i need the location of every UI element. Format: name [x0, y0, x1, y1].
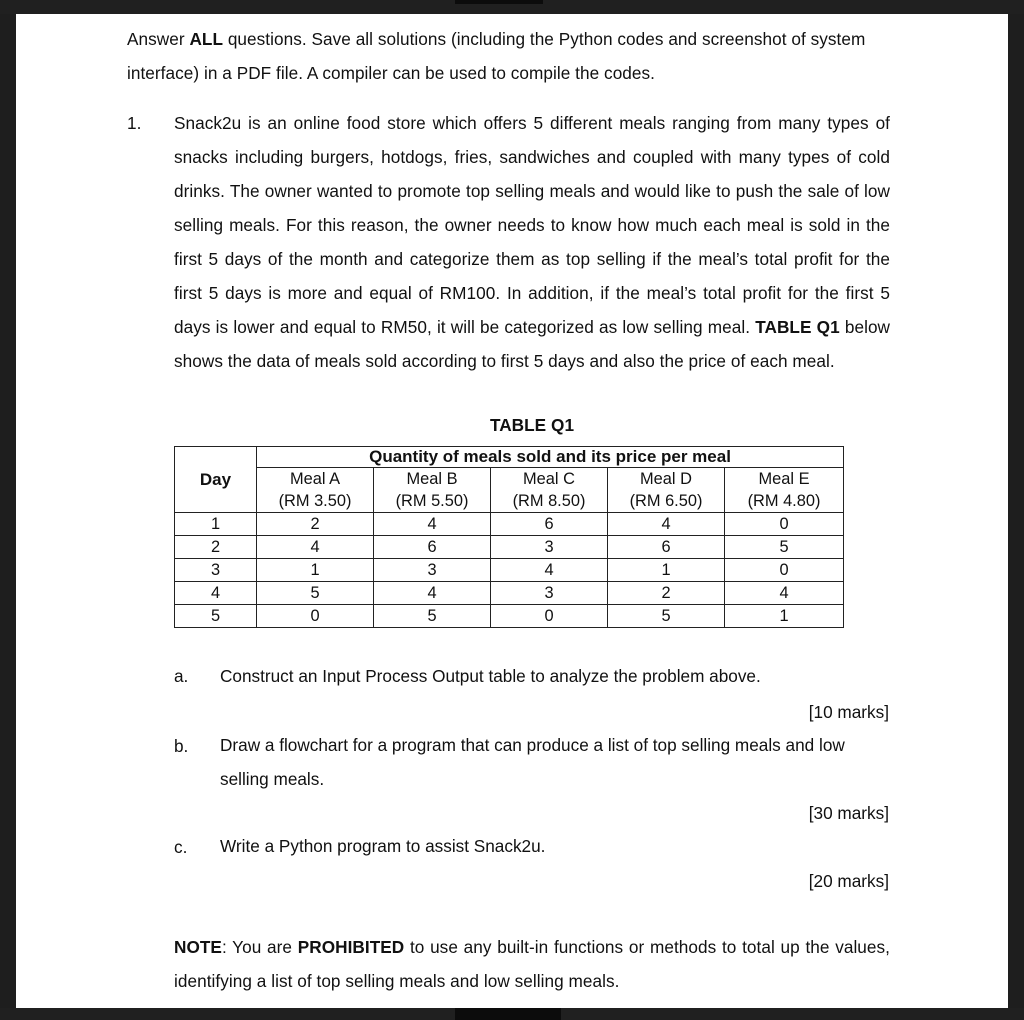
subquestion-c-marks: [20 marks] [808, 871, 889, 891]
meal-price: (RM 5.50) [395, 492, 469, 510]
intro-prefix: Answer [127, 29, 190, 49]
meal-header [725, 468, 844, 513]
day-header: Day [175, 447, 257, 513]
subquestion-b-marks: [30 marks] [808, 803, 889, 823]
quantity-cell: 2 [608, 582, 725, 605]
day-cell: 3 [175, 559, 257, 582]
day-cell: 5 [175, 605, 257, 628]
quantity-cell: 3 [374, 559, 491, 582]
meal-price: (RM 4.80) [747, 492, 821, 510]
document-page [16, 14, 1008, 1008]
question-text-bold: TABLE Q1 [755, 317, 840, 337]
meal-name: Meal E [758, 470, 810, 488]
note-label: NOTE [174, 937, 222, 957]
subquestion-a-marks: [10 marks] [808, 702, 889, 722]
quantity-cell: 3 [491, 582, 608, 605]
quantity-cell: 5 [608, 605, 725, 628]
subquestion-c-label: c. [174, 837, 188, 857]
quantity-cell: 6 [374, 536, 491, 559]
viewer-bottom-tab [455, 1008, 561, 1020]
subquestion-a-label: a. [174, 666, 189, 686]
meal-name: Meal D [640, 470, 692, 488]
intro-instructions [127, 22, 907, 90]
meal-name: Meal C [523, 470, 575, 488]
meal-header [257, 468, 374, 513]
quantity-cell: 4 [257, 536, 374, 559]
quantity-cell: 0 [725, 513, 844, 536]
meal-name: Meal A [289, 470, 341, 488]
quantity-cell: 4 [374, 513, 491, 536]
quantity-cell: 4 [374, 582, 491, 605]
meal-header [374, 468, 491, 513]
viewer-bottom-bar [0, 1008, 1024, 1020]
note-part2: to use any built-in functions or methods to total up the values, identifying a list of top selling meals and low selling meals. [174, 937, 890, 991]
quantity-cell: 1 [725, 605, 844, 628]
quantity-cell: 0 [491, 605, 608, 628]
meal-price: (RM 3.50) [278, 492, 352, 510]
quantity-cell: 5 [725, 536, 844, 559]
table-q1 [174, 446, 844, 628]
subquestion-a-text: Construct an Input Process Output table to analyze the problem above. [220, 666, 761, 686]
quantity-cell: 5 [257, 582, 374, 605]
meal-price: (RM 6.50) [629, 492, 703, 510]
quantity-cell: 4 [725, 582, 844, 605]
question-text [174, 106, 890, 378]
quantity-cell: 2 [257, 513, 374, 536]
note-part1: : You are [221, 937, 298, 957]
day-cell: 4 [175, 582, 257, 605]
question-number: 1. [127, 113, 142, 133]
meal-name: Meal B [406, 470, 458, 488]
quantity-cell: 3 [491, 536, 608, 559]
question-text-part2: below shows the data of meals sold according to first 5 days and also the price of each meal. [174, 317, 891, 371]
table-row [175, 536, 844, 559]
quantity-cell: 6 [491, 513, 608, 536]
quantity-cell: 6 [608, 536, 725, 559]
meal-header-row [175, 468, 844, 513]
viewer-top-bar [0, 0, 1024, 14]
meal-price: (RM 8.50) [512, 492, 586, 510]
table-row [175, 605, 844, 628]
quantity-cell: 5 [374, 605, 491, 628]
table-caption: TABLE Q1 [489, 415, 575, 435]
quantity-cell: 1 [257, 559, 374, 582]
intro-bold: ALL [189, 29, 223, 49]
subquestion-b-label: b. [174, 736, 189, 756]
viewer-top-tab [455, 0, 543, 4]
day-cell: 2 [175, 536, 257, 559]
note-text [174, 930, 890, 998]
day-cell: 1 [175, 513, 257, 536]
quantity-cell: 4 [608, 513, 725, 536]
group-header: Quantity of meals sold and its price per meal [257, 447, 844, 468]
table-header-row [175, 447, 844, 468]
quantity-cell: 0 [257, 605, 374, 628]
subquestion-b-text: Draw a flowchart for a program that can produce a list of top selling meals and low selling meals. [220, 735, 845, 789]
table-row [175, 559, 844, 582]
table-row [175, 513, 844, 536]
quantity-cell: 4 [491, 559, 608, 582]
table-row [175, 582, 844, 605]
quantity-cell: 0 [725, 559, 844, 582]
note-bold: PROHIBITED [297, 937, 405, 957]
quantity-cell: 1 [608, 559, 725, 582]
meal-header [608, 468, 725, 513]
meal-header [491, 468, 608, 513]
question-text-part1: Snack2u is an online food store which offers 5 different meals ranging from many types of snacks including burgers, hotdogs, fries, sandwiches and coupled with many types of cold drinks. The owner wanted to promote top selling meals and would like to push the sale of low selling meals. For this reason, the owner needs to know how much each meal is sold in the first 5 days of the month and categorize them as top selling if the meal’s total profit for the first 5 days is more and equal of RM100. In addition, if the meal’s total profit for the first 5 days is lower and equal to RM50, it will be categorized as low selling meal. [174, 113, 890, 337]
intro-suffix: questions. Save all solutions (including the Python codes and screenshot of system interface) in a PDF file. A compiler can be used to compile the codes. [127, 29, 866, 83]
subquestion-c-text: Write a Python program to assist Snack2u. [220, 836, 546, 856]
